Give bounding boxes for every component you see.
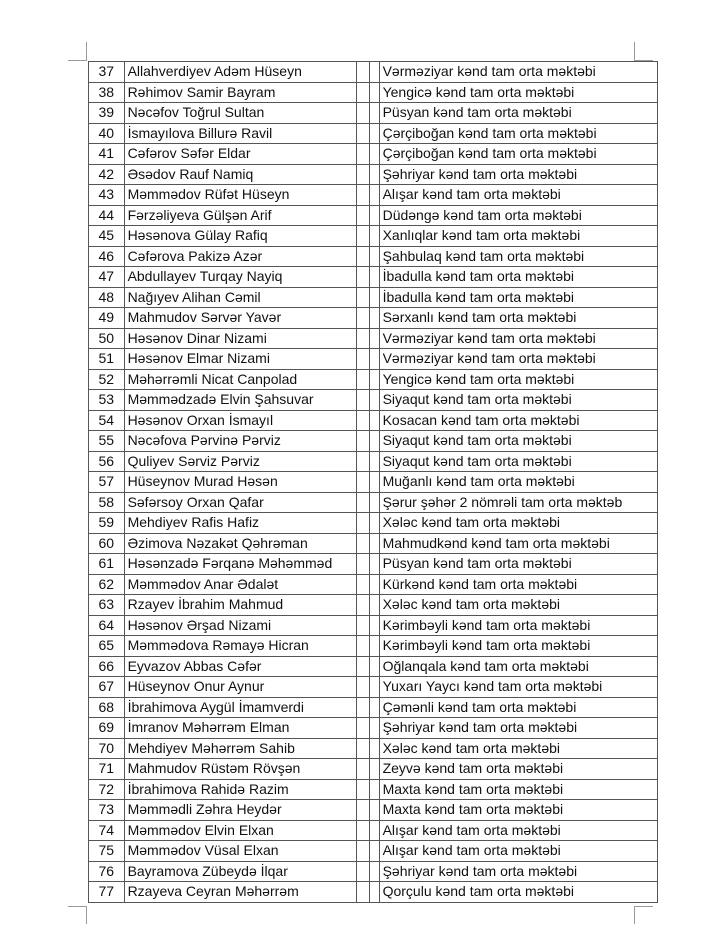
- person-name: Həsənov Dinar Nizami: [124, 328, 357, 349]
- person-name: Həsənov Orxan İsmayıl: [124, 410, 357, 431]
- school-name: Çərçiboğan kənd tam orta məktəbi: [379, 144, 657, 165]
- row-number: 62: [89, 574, 125, 595]
- spacer-cell: [370, 451, 379, 472]
- spacer-cell: [357, 718, 370, 739]
- spacer-cell: [370, 636, 379, 657]
- person-name: Məmmədov Vüsal Elxan: [124, 841, 357, 862]
- row-number: 63: [89, 595, 125, 616]
- row-number: 39: [89, 103, 125, 124]
- person-name: Mehdiyev Rafis Hafiz: [124, 513, 357, 534]
- spacer-cell: [370, 308, 379, 329]
- row-number: 40: [89, 123, 125, 144]
- spacer-cell: [357, 492, 370, 513]
- person-name: Məmmədov Anar Ədalət: [124, 574, 357, 595]
- crop-mark-top-left-h: [68, 60, 87, 61]
- table-row: [89, 718, 658, 739]
- row-number: 43: [89, 185, 125, 206]
- school-name: Yengicə kənd tam orta məktəbi: [379, 82, 657, 103]
- row-number: 70: [89, 738, 125, 759]
- person-name: Nəcəfov Toğrul Sultan: [124, 103, 357, 124]
- person-name: Mahmudov Rüstəm Rövşən: [124, 759, 357, 780]
- school-name: Alışar kənd tam orta məktəbi: [379, 820, 657, 841]
- person-name: Rzayeva Ceyran Məhərrəm: [124, 882, 357, 903]
- spacer-cell: [357, 390, 370, 411]
- row-number: 44: [89, 205, 125, 226]
- school-name: İbadulla kənd tam orta məktəbi: [379, 267, 657, 288]
- row-number: 60: [89, 533, 125, 554]
- row-number: 54: [89, 410, 125, 431]
- person-name: Məmmədov Rüfət Hüseyn: [124, 185, 357, 206]
- spacer-cell: [370, 144, 379, 165]
- row-number: 42: [89, 164, 125, 185]
- person-name: İsmayılova Billurə Ravil: [124, 123, 357, 144]
- school-name: Kərimbəyli kənd tam orta məktəbi: [379, 615, 657, 636]
- row-number: 67: [89, 677, 125, 698]
- table-row: [89, 164, 658, 185]
- spacer-cell: [370, 82, 379, 103]
- row-number: 47: [89, 267, 125, 288]
- spacer-cell: [357, 636, 370, 657]
- row-number: 38: [89, 82, 125, 103]
- spacer-cell: [357, 62, 370, 83]
- roster-table-body: [89, 62, 658, 903]
- spacer-cell: [370, 472, 379, 493]
- table-row: [89, 554, 658, 575]
- school-name: Püsyan kənd tam orta məktəbi: [379, 554, 657, 575]
- table-row: [89, 308, 658, 329]
- row-number: 74: [89, 820, 125, 841]
- table-row: [89, 841, 658, 862]
- person-name: Məmmədov Elvin Elxan: [124, 820, 357, 841]
- row-number: 49: [89, 308, 125, 329]
- spacer-cell: [357, 226, 370, 247]
- row-number: 55: [89, 431, 125, 452]
- crop-mark-bottom-left-v: [86, 906, 87, 924]
- person-name: Əzimova Nəzakət Qəhrəman: [124, 533, 357, 554]
- table-row: [89, 820, 658, 841]
- spacer-cell: [357, 103, 370, 124]
- school-name: Düdəngə kənd tam orta məktəbi: [379, 205, 657, 226]
- table-row: [89, 62, 658, 83]
- row-number: 46: [89, 246, 125, 267]
- person-name: Cəfərova Pakizə Azər: [124, 246, 357, 267]
- person-name: Məmmədli Zəhra Heydər: [124, 800, 357, 821]
- spacer-cell: [357, 246, 370, 267]
- school-name: Şəhriyar kənd tam orta məktəbi: [379, 861, 657, 882]
- spacer-cell: [357, 513, 370, 534]
- table-row: [89, 123, 658, 144]
- spacer-cell: [370, 103, 379, 124]
- spacer-cell: [357, 738, 370, 759]
- spacer-cell: [370, 820, 379, 841]
- row-number: 69: [89, 718, 125, 739]
- spacer-cell: [370, 841, 379, 862]
- table-row: [89, 472, 658, 493]
- spacer-cell: [357, 472, 370, 493]
- person-name: Rəhimov Samir Bayram: [124, 82, 357, 103]
- row-number: 57: [89, 472, 125, 493]
- spacer-cell: [370, 246, 379, 267]
- spacer-cell: [370, 697, 379, 718]
- row-number: 50: [89, 328, 125, 349]
- spacer-cell: [370, 759, 379, 780]
- row-number: 41: [89, 144, 125, 165]
- spacer-cell: [370, 205, 379, 226]
- spacer-cell: [370, 369, 379, 390]
- spacer-cell: [370, 123, 379, 144]
- spacer-cell: [357, 882, 370, 903]
- spacer-cell: [357, 533, 370, 554]
- table-row: [89, 759, 658, 780]
- spacer-cell: [370, 267, 379, 288]
- person-name: Nəcəfova Pərvinə Pərviz: [124, 431, 357, 452]
- row-number: 68: [89, 697, 125, 718]
- row-number: 48: [89, 287, 125, 308]
- table-row: [89, 144, 658, 165]
- crop-mark-top-left-v: [86, 42, 87, 60]
- person-name: Nağıyev Alihan Cəmil: [124, 287, 357, 308]
- spacer-cell: [370, 718, 379, 739]
- row-number: 64: [89, 615, 125, 636]
- table-row: [89, 349, 658, 370]
- person-name: Eyvazov Abbas Cəfər: [124, 656, 357, 677]
- table-row: [89, 513, 658, 534]
- row-number: 58: [89, 492, 125, 513]
- school-name: Siyaqut kənd tam orta məktəbi: [379, 451, 657, 472]
- person-name: Səfərsoy Orxan Qafar: [124, 492, 357, 513]
- crop-mark-bottom-right-v: [634, 906, 635, 924]
- person-name: Məmmədzadə Elvin Şahsuvar: [124, 390, 357, 411]
- table-row: [89, 615, 658, 636]
- person-name: İbrahimova Rahidə Razim: [124, 779, 357, 800]
- row-number: 75: [89, 841, 125, 862]
- school-name: Şərur şəhər 2 nömrəli tam orta məktəb: [379, 492, 657, 513]
- table-row: [89, 287, 658, 308]
- row-number: 65: [89, 636, 125, 657]
- spacer-cell: [357, 82, 370, 103]
- table-row: [89, 103, 658, 124]
- school-name: Çəmənli kənd tam orta məktəbi: [379, 697, 657, 718]
- spacer-cell: [357, 697, 370, 718]
- person-name: Quliyev Sərviz Pərviz: [124, 451, 357, 472]
- spacer-cell: [370, 513, 379, 534]
- row-number: 76: [89, 861, 125, 882]
- person-name: Cəfərov Səfər Eldar: [124, 144, 357, 165]
- person-name: Abdullayev Turqay Nayiq: [124, 267, 357, 288]
- crop-mark-bottom-left-h: [68, 906, 87, 907]
- spacer-cell: [357, 615, 370, 636]
- spacer-cell: [370, 287, 379, 308]
- person-name: İbrahimova Aygül İmamverdi: [124, 697, 357, 718]
- spacer-cell: [370, 677, 379, 698]
- school-name: Yuxarı Yaycı kənd tam orta məktəbi: [379, 677, 657, 698]
- table-row: [89, 861, 658, 882]
- school-name: Püsyan kənd tam orta məktəbi: [379, 103, 657, 124]
- table-row: [89, 226, 658, 247]
- spacer-cell: [370, 533, 379, 554]
- school-name: Vərməziyar kənd tam orta məktəbi: [379, 349, 657, 370]
- spacer-cell: [357, 267, 370, 288]
- school-name: Şəhriyar kənd tam orta məktəbi: [379, 718, 657, 739]
- spacer-cell: [357, 308, 370, 329]
- spacer-cell: [370, 800, 379, 821]
- spacer-cell: [370, 164, 379, 185]
- roster-table: [88, 61, 658, 903]
- person-name: Mehdiyev Məhərrəm Sahib: [124, 738, 357, 759]
- spacer-cell: [370, 185, 379, 206]
- spacer-cell: [370, 738, 379, 759]
- table-row: [89, 677, 658, 698]
- spacer-cell: [357, 677, 370, 698]
- table-row: [89, 882, 658, 903]
- table-row: [89, 246, 658, 267]
- school-name: Şəhriyar kənd tam orta məktəbi: [379, 164, 657, 185]
- row-number: 45: [89, 226, 125, 247]
- spacer-cell: [357, 656, 370, 677]
- school-name: Xələc kənd tam orta məktəbi: [379, 595, 657, 616]
- school-name: Sərxanlı kənd tam orta məktəbi: [379, 308, 657, 329]
- row-number: 71: [89, 759, 125, 780]
- spacer-cell: [370, 410, 379, 431]
- school-name: İbadulla kənd tam orta məktəbi: [379, 287, 657, 308]
- row-number: 56: [89, 451, 125, 472]
- person-name: Əsədov Rauf Namiq: [124, 164, 357, 185]
- table-row: [89, 779, 658, 800]
- table-row: [89, 636, 658, 657]
- spacer-cell: [357, 431, 370, 452]
- school-name: Kosacan kənd tam orta məktəbi: [379, 410, 657, 431]
- school-name: Maxta kənd tam orta məktəbi: [379, 800, 657, 821]
- school-name: Vərməziyar kənd tam orta məktəbi: [379, 62, 657, 83]
- table-row: [89, 205, 658, 226]
- spacer-cell: [357, 820, 370, 841]
- spacer-cell: [357, 574, 370, 595]
- spacer-cell: [370, 615, 379, 636]
- person-name: Bayramova Zübeydə İlqar: [124, 861, 357, 882]
- school-name: Siyaqut kənd tam orta məktəbi: [379, 390, 657, 411]
- crop-mark-top-right-v: [634, 42, 635, 60]
- table-row: [89, 82, 658, 103]
- table-row: [89, 369, 658, 390]
- person-name: Həsənova Gülay Rafiq: [124, 226, 357, 247]
- school-name: Xanlıqlar kənd tam orta məktəbi: [379, 226, 657, 247]
- table-row: [89, 800, 658, 821]
- spacer-cell: [357, 205, 370, 226]
- spacer-cell: [357, 144, 370, 165]
- school-name: Mahmudkənd kənd tam orta məktəbi: [379, 533, 657, 554]
- row-number: 52: [89, 369, 125, 390]
- table-row: [89, 595, 658, 616]
- spacer-cell: [370, 882, 379, 903]
- spacer-cell: [357, 841, 370, 862]
- row-number: 66: [89, 656, 125, 677]
- spacer-cell: [357, 287, 370, 308]
- row-number: 37: [89, 62, 125, 83]
- school-name: Alışar kənd tam orta məktəbi: [379, 841, 657, 862]
- spacer-cell: [370, 328, 379, 349]
- spacer-cell: [370, 554, 379, 575]
- spacer-cell: [357, 410, 370, 431]
- school-name: Qorçulu kənd tam orta məktəbi: [379, 882, 657, 903]
- school-name: Xələc kənd tam orta məktəbi: [379, 738, 657, 759]
- school-name: Maxta kənd tam orta məktəbi: [379, 779, 657, 800]
- person-name: Həsənov Elmar Nizami: [124, 349, 357, 370]
- person-name: Məhərrəmli Nicat Canpolad: [124, 369, 357, 390]
- school-name: Alışar kənd tam orta məktəbi: [379, 185, 657, 206]
- spacer-cell: [357, 185, 370, 206]
- person-name: Hüseynov Murad Həsən: [124, 472, 357, 493]
- spacer-cell: [357, 164, 370, 185]
- spacer-cell: [370, 390, 379, 411]
- spacer-cell: [357, 861, 370, 882]
- row-number: 72: [89, 779, 125, 800]
- school-name: Yengicə kənd tam orta məktəbi: [379, 369, 657, 390]
- table-row: [89, 410, 658, 431]
- spacer-cell: [370, 492, 379, 513]
- table-row: [89, 390, 658, 411]
- table-row: [89, 185, 658, 206]
- spacer-cell: [357, 800, 370, 821]
- person-name: Həsənov Ərşad Nizami: [124, 615, 357, 636]
- spacer-cell: [370, 62, 379, 83]
- spacer-cell: [357, 369, 370, 390]
- person-name: Fərzəliyeva Gülşən Arif: [124, 205, 357, 226]
- school-name: Kürkənd kənd tam orta məktəbi: [379, 574, 657, 595]
- school-name: Şahbulaq kənd tam orta məktəbi: [379, 246, 657, 267]
- school-name: Siyaqut kənd tam orta məktəbi: [379, 431, 657, 452]
- spacer-cell: [370, 779, 379, 800]
- row-number: 77: [89, 882, 125, 903]
- school-name: Kərimbəyli kənd tam orta məktəbi: [379, 636, 657, 657]
- spacer-cell: [357, 451, 370, 472]
- spacer-cell: [357, 759, 370, 780]
- table-row: [89, 656, 658, 677]
- spacer-cell: [357, 554, 370, 575]
- crop-mark-bottom-right-h: [634, 906, 653, 907]
- spacer-cell: [370, 349, 379, 370]
- table-row: [89, 431, 658, 452]
- school-name: Xələc kənd tam orta məktəbi: [379, 513, 657, 534]
- spacer-cell: [357, 595, 370, 616]
- row-number: 51: [89, 349, 125, 370]
- row-number: 61: [89, 554, 125, 575]
- row-number: 73: [89, 800, 125, 821]
- row-number: 53: [89, 390, 125, 411]
- person-name: Həsənzadə Fərqanə Məhəmməd: [124, 554, 357, 575]
- table-row: [89, 533, 658, 554]
- school-name: Muğanlı kənd tam orta məktəbi: [379, 472, 657, 493]
- spacer-cell: [370, 595, 379, 616]
- table-row: [89, 492, 658, 513]
- spacer-cell: [370, 431, 379, 452]
- person-name: Mahmudov Sərvər Yavər: [124, 308, 357, 329]
- spacer-cell: [357, 349, 370, 370]
- table-row: [89, 328, 658, 349]
- school-name: Vərməziyar kənd tam orta məktəbi: [379, 328, 657, 349]
- school-name: Zeyvə kənd tam orta məktəbi: [379, 759, 657, 780]
- spacer-cell: [370, 861, 379, 882]
- spacer-cell: [357, 123, 370, 144]
- school-name: Çərçiboğan kənd tam orta məktəbi: [379, 123, 657, 144]
- person-name: İmranov Məhərrəm Elman: [124, 718, 357, 739]
- spacer-cell: [357, 779, 370, 800]
- table-row: [89, 267, 658, 288]
- person-name: Rzayev İbrahim Mahmud: [124, 595, 357, 616]
- table-row: [89, 574, 658, 595]
- table-row: [89, 738, 658, 759]
- spacer-cell: [370, 226, 379, 247]
- spacer-cell: [370, 656, 379, 677]
- row-number: 59: [89, 513, 125, 534]
- person-name: Hüseynov Onur Aynur: [124, 677, 357, 698]
- table-row: [89, 451, 658, 472]
- spacer-cell: [357, 328, 370, 349]
- school-name: Oğlanqala kənd tam orta məktəbi: [379, 656, 657, 677]
- spacer-cell: [370, 574, 379, 595]
- person-name: Allahverdiyev Adəm Hüseyn: [124, 62, 357, 83]
- person-name: Məmmədova Rəmayə Hicran: [124, 636, 357, 657]
- table-row: [89, 697, 658, 718]
